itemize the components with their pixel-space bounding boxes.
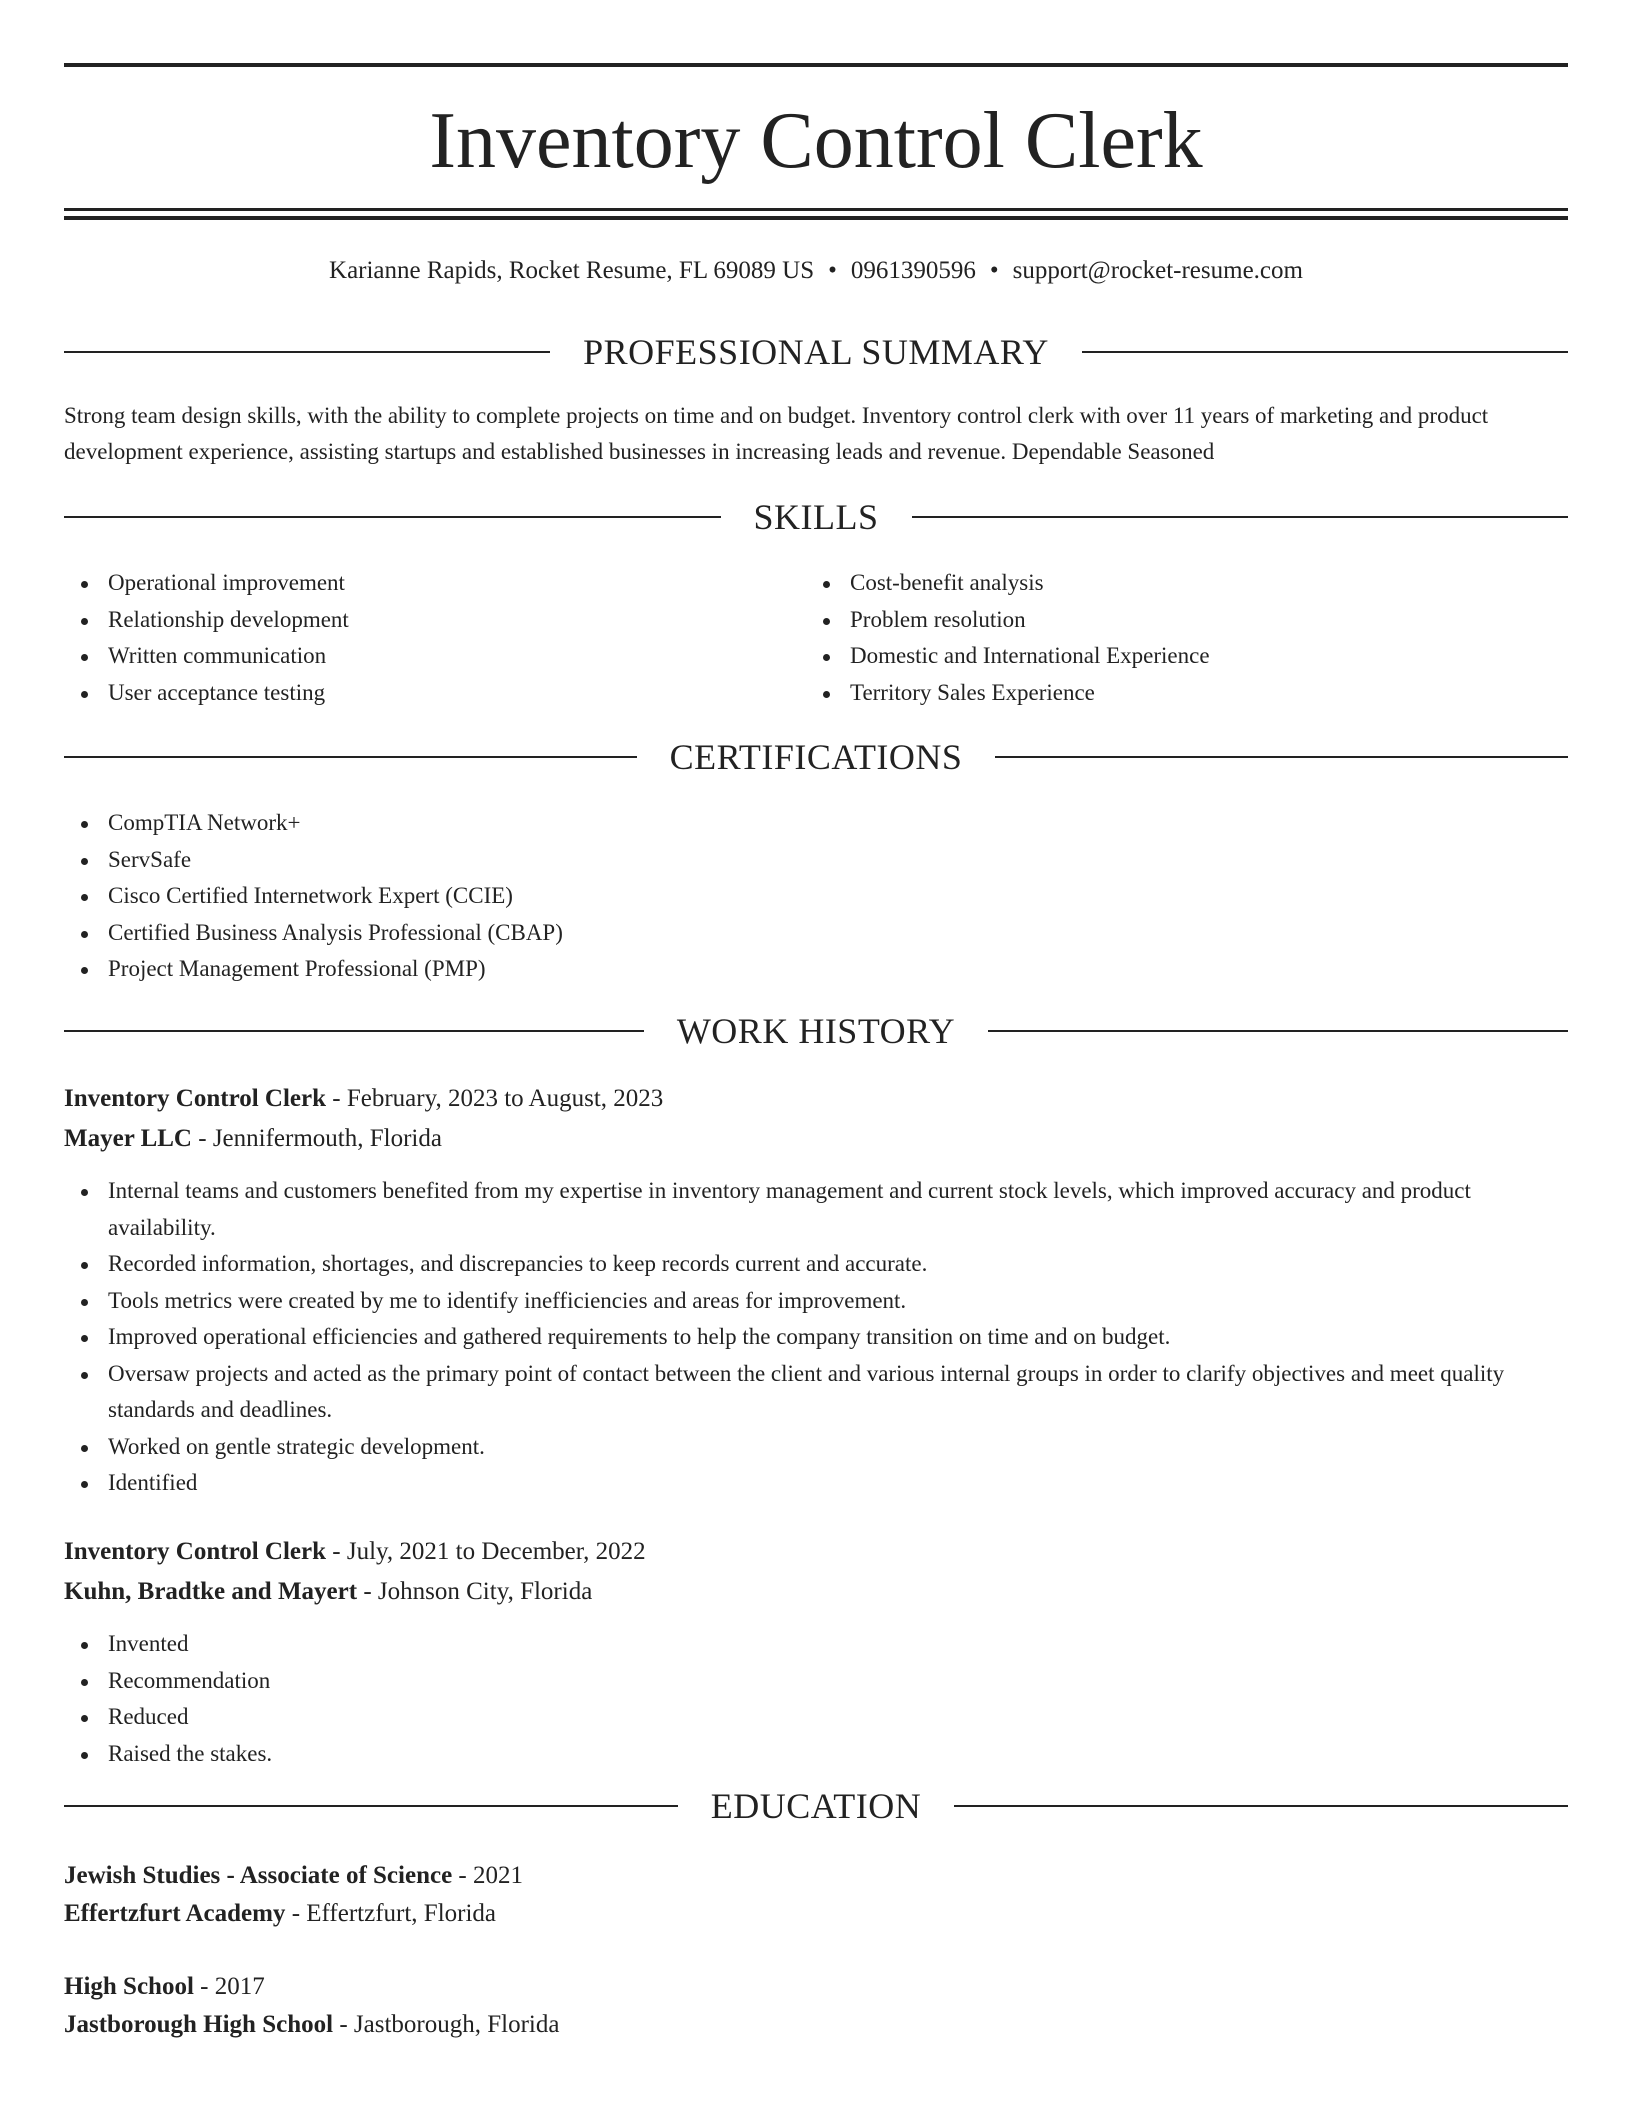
divider-line [988,1030,1568,1032]
contact-separator: • [828,257,837,284]
job-title-line [64,1079,1568,1119]
job-title-line [64,1532,1568,1572]
education-year: - 2021 [452,1862,523,1889]
job-title: Inventory Control Clerk [64,1538,327,1565]
education-degree: High School [64,1973,194,2000]
skill-item: Domestic and International Experience [806,638,1546,675]
skill-item: Territory Sales Experience [806,675,1546,712]
skill-item: Cost-benefit analysis [806,565,1546,602]
divider-line [64,1805,678,1807]
resume-name: Inventory Control Clerk [429,97,1203,185]
education-school: Jastborough High School [64,2011,334,2038]
skill-item: Written communication [64,638,804,675]
job-bullet: Internal teams and customers benefited from my expertise in inventory management and current stock levels, which improved accuracy and product availability. [64,1173,1568,1246]
header-top-rule [64,63,1568,67]
job-bullet: Recommendation [64,1663,1568,1700]
job-bullet: Reduced [64,1699,1568,1736]
education-degree-line [64,1856,1568,1896]
contact-phone: 0961390596 [850,257,976,284]
education-school-line [64,1894,1568,1934]
job-bullet: Improved operational efficiencies and gathered requirements to help the company transition on time and on budget. [64,1319,1568,1356]
divider-line [912,516,1569,518]
job-location: - Johnson City, Florida [357,1578,593,1605]
job-bullet: Invented [64,1626,1568,1663]
skills-list-right [806,565,1546,711]
job-bullets [64,1173,1568,1502]
section-title: PROFESSIONAL SUMMARY [583,332,1049,372]
section-heading-education [64,1784,1568,1828]
divider-line [64,516,721,518]
divider-line [64,756,637,758]
skill-item: Relationship development [64,602,804,639]
job-bullet: Worked on gentle strategic development. [64,1429,1568,1466]
contact-separator: • [989,257,999,284]
education-degree: Jewish Studies - Associate of Science [64,1862,453,1889]
divider-line [954,1805,1568,1807]
contact-line [64,254,1568,288]
summary-text: Strong team design skills, with the ability to complete projects on time and on budget. Inventory control clerk with over 11 years of marketing and product development experience, assisting startups and established businesses in increasing leads and revenue. Dependable Seasoned [64,403,1489,464]
education-location: - Effertzfurt, Florida [285,1900,497,1927]
job-bullets [64,1626,1568,1772]
section-title: CERTIFICATIONS [669,737,963,777]
section-title: EDUCATION [710,1786,922,1826]
education-year: - 2017 [193,1973,265,2000]
contact-email: support@rocket-resume.com [1012,257,1303,284]
section-title: WORK HISTORY [676,1011,956,1051]
section-heading-summary [64,330,1568,374]
job-company: Mayer LLC [64,1125,192,1152]
education-location: - Jastborough, Florida [333,2011,560,2038]
divider-line [995,756,1568,758]
skill-item: Problem resolution [806,602,1546,639]
job-company: Kuhn, Bradtke and Mayert [64,1578,358,1605]
divider-line [64,351,550,353]
divider-line [1082,351,1568,353]
job-title: Inventory Control Clerk [64,1085,327,1112]
certification-item: ServSafe [64,842,1568,879]
certification-item: CompTIA Network+ [64,805,1568,842]
job-company-line [64,1119,1568,1159]
skills-list-left [64,565,804,711]
job-dates: - July, 2021 to December, 2022 [326,1538,646,1565]
skill-item: Operational improvement [64,565,804,602]
certifications-list [64,805,1568,988]
certification-item: Project Management Professional (PMP) [64,951,1568,988]
divider-line [64,1030,644,1032]
job-bullet: Tools metrics were created by me to identify inefficiencies and areas for improvement. [64,1283,1568,1320]
job-location: - Jennifermouth, Florida [192,1125,442,1152]
job-bullet: Recorded information, shortages, and discrepancies to keep records current and accurate. [64,1246,1568,1283]
section-title: SKILLS [753,497,879,537]
header-double-rule-upper [64,208,1568,211]
job-dates: - February, 2023 to August, 2023 [326,1085,664,1112]
skill-item: User acceptance testing [64,675,804,712]
education-school: Effertzfurt Academy [64,1900,286,1927]
job-bullet: Raised the stakes. [64,1736,1568,1773]
job-bullet: Identified [64,1465,1568,1502]
header-double-rule-lower [64,216,1568,220]
job-bullet: Oversaw projects and acted as the primary point of contact between the client and various internal groups in order to clarify objectives and meet quality standards and deadlines. [64,1356,1568,1429]
section-heading-work-history [64,1009,1568,1053]
section-heading-certifications [64,735,1568,779]
education-degree-line [64,1967,1568,2007]
certification-item: Certified Business Analysis Professional (CBAP) [64,915,1568,952]
contact-address: Karianne Rapids, Rocket Resume, FL 69089 US [329,257,815,284]
education-school-line [64,2005,1568,2045]
certification-item: Cisco Certified Internetwork Expert (CCIE) [64,878,1568,915]
job-company-line [64,1572,1568,1612]
section-heading-skills [64,495,1568,539]
